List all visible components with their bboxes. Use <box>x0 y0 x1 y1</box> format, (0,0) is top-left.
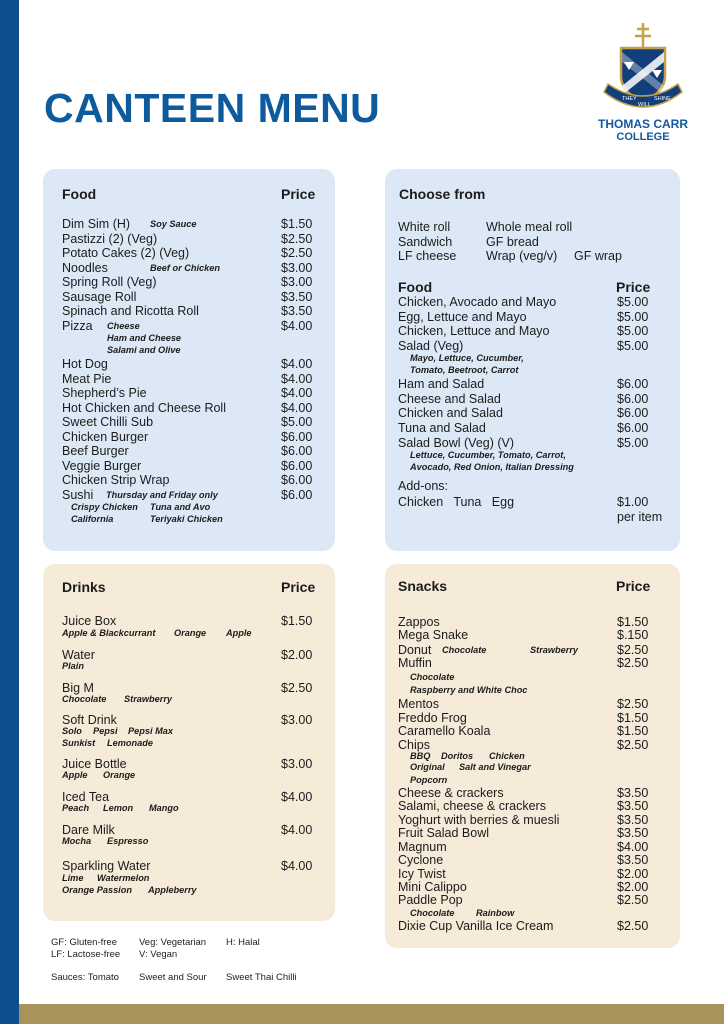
food-item-price: $3.50 <box>281 304 313 318</box>
food-item-price: $3.00 <box>281 261 313 275</box>
drink-flavour: Pepsi <box>93 726 118 736</box>
side-accent-bar <box>0 0 19 1024</box>
bread-option: GF bread <box>486 235 539 249</box>
snack-flavour: Strawberry <box>530 645 579 655</box>
bread-option: GF wrap <box>574 249 622 263</box>
legend-code: Veg: Vegetarian <box>139 937 207 948</box>
snack-price: $2.50 <box>617 643 649 657</box>
drink-flavour: Lemon <box>103 803 134 813</box>
snack-name: Muffin <box>398 656 432 670</box>
food-item-note: Thursday and Friday only <box>106 490 218 500</box>
legend-code: V: Vegan <box>139 949 178 960</box>
snack-name: Cheese & crackers <box>398 786 504 800</box>
drink-flavour: Lemonade <box>107 738 153 748</box>
snack-name: Zappos <box>398 615 440 629</box>
drink-name: Sparkling Water <box>62 859 151 873</box>
addons-label: Add-ons: <box>398 479 449 493</box>
food-item-price: $6.00 <box>281 473 313 487</box>
snack-name: Chips <box>398 738 430 752</box>
sandwich-item-option: Lettuce, Cucumber, Tomato, Carrot, <box>410 450 566 460</box>
food-item-option: California <box>71 514 114 524</box>
drink-flavour: Espresso <box>107 836 149 846</box>
food-item-note: Beef or Chicken <box>150 263 220 273</box>
drink-name: Juice Bottle <box>62 757 127 771</box>
drink-name: Soft Drink <box>62 713 117 727</box>
food-heading: Food <box>62 186 97 202</box>
snack-name: Yoghurt with berries & muesli <box>398 813 560 827</box>
snack-name: Freddo Frog <box>398 711 467 725</box>
snack-price: $4.00 <box>617 840 649 854</box>
drink-flavour: Mocha <box>62 836 92 846</box>
food-item-price: $4.00 <box>281 401 313 415</box>
snack-price: $3.50 <box>617 826 649 840</box>
snacks-price-heading: Price <box>616 578 651 594</box>
drink-flavour: Chocolate <box>62 694 107 704</box>
drink-flavour: Pepsi Max <box>128 726 173 736</box>
addons-unit: per item <box>617 510 663 524</box>
food-item-name: Spinach and Ricotta Roll <box>62 304 199 318</box>
snack-name: Magnum <box>398 840 447 854</box>
food-item-price: $4.00 <box>281 357 313 371</box>
sandwich-heading: Food <box>398 279 433 295</box>
food-item-price: $6.00 <box>281 488 313 502</box>
drink-price: $3.00 <box>281 713 313 727</box>
food-item-name: Veggie Burger <box>62 459 142 473</box>
snack-name: Mentos <box>398 697 439 711</box>
sandwich-item-price: $6.00 <box>617 392 649 406</box>
food-item-option: Ham and Cheese <box>107 333 182 343</box>
drink-price: $4.00 <box>281 790 313 804</box>
snack-price: $3.50 <box>617 799 649 813</box>
drink-price: $3.00 <box>281 757 313 771</box>
food-item-name: Meat Pie <box>62 372 112 386</box>
food-item-name: Potato Cakes (2) (Veg) <box>62 246 190 260</box>
snack-flavour: Original <box>410 762 445 772</box>
food-item-name: Hot Chicken and Cheese Roll <box>62 401 226 415</box>
drink-flavour: Watermelon <box>97 873 150 883</box>
sandwich-item-name: Ham and Salad <box>398 377 485 391</box>
food-item-price: $4.00 <box>281 319 313 333</box>
food-item-name: Hot Dog <box>62 357 108 371</box>
snack-name: Caramello Koala <box>398 724 491 738</box>
food-item-option: Crispy Chicken <box>71 502 138 512</box>
drink-flavour: Lime <box>62 873 84 883</box>
food-item-name: Sushi <box>62 488 94 502</box>
drink-price: $2.00 <box>281 648 313 662</box>
bread-option: Sandwich <box>398 235 453 249</box>
logo-banner-word-3: SHINE <box>654 96 671 102</box>
snack-price: $1.50 <box>617 615 649 629</box>
logo-text-line-2: COLLEGE <box>616 131 670 143</box>
snack-name: Fruit Salad Bowl <box>398 826 490 840</box>
sandwich-item-option: Mayo, Lettuce, Cucumber, <box>410 353 524 363</box>
food-item-name: Sausage Roll <box>62 290 137 304</box>
food-item-option: Teriyaki Chicken <box>150 514 223 524</box>
sandwich-item-name: Chicken, Avocado and Mayo <box>398 295 557 309</box>
snack-flavour: Salt and Vinegar <box>459 762 531 772</box>
snack-name: Dixie Cup Vanilla Ice Cream <box>398 919 554 933</box>
sandwich-item-price: $5.00 <box>617 324 649 338</box>
snack-flavour: Popcorn <box>410 775 448 785</box>
drink-flavour: Appleberry <box>148 885 197 895</box>
sandwich-item-name: Salad Bowl (Veg) (V) <box>398 436 515 450</box>
drink-flavour: Apple <box>226 628 252 638</box>
drink-name: Juice Box <box>62 614 117 628</box>
crest-icon <box>600 22 686 116</box>
snack-price: $2.00 <box>617 867 649 881</box>
sauce-label: Sauces: Tomato <box>51 972 119 983</box>
snack-price: $.150 <box>617 628 649 642</box>
snack-price: $3.50 <box>617 813 649 827</box>
food-item-name: Pizza <box>62 319 93 333</box>
drink-price: $2.50 <box>281 681 313 695</box>
snack-flavour: BBQ <box>410 751 431 761</box>
snack-price: $2.50 <box>617 697 649 711</box>
snack-name: Salami, cheese & crackers <box>398 799 546 813</box>
snack-flavour: Chocolate <box>442 645 487 655</box>
drinks-panel <box>43 564 335 921</box>
sandwich-item-name: Tuna and Salad <box>398 421 486 435</box>
snack-name: Cyclone <box>398 853 444 867</box>
food-item-price: $4.00 <box>281 372 313 386</box>
sandwich-item-price: $5.00 <box>617 436 649 450</box>
food-item-price: $3.00 <box>281 275 313 289</box>
drinks-heading: Drinks <box>62 579 106 595</box>
food-item-name: Pastizzi (2) (Veg) <box>62 232 158 246</box>
snack-flavour: Doritos <box>441 751 474 761</box>
snack-price: $3.50 <box>617 786 649 800</box>
drink-flavour: Orange <box>103 770 136 780</box>
food-item-price: $3.50 <box>281 290 313 304</box>
food-item-name: Noodles <box>62 261 108 275</box>
food-item-price: $6.00 <box>281 459 313 473</box>
snack-name: Mini Calippo <box>398 880 467 894</box>
sandwich-item-option: Tomato, Beetroot, Carrot <box>410 365 519 375</box>
food-item-price: $5.00 <box>281 415 313 429</box>
food-item-name: Sweet Chilli Sub <box>62 415 154 429</box>
food-item-name: Shepherd’s Pie <box>62 386 147 400</box>
bottom-accent-bar <box>19 1004 724 1024</box>
logo-banner-word-2: WILL <box>638 102 651 108</box>
drink-price: $4.00 <box>281 859 313 873</box>
sandwich-item-price: $6.00 <box>617 421 649 435</box>
sandwich-item-price: $6.00 <box>617 377 649 391</box>
sandwich-item-name: Cheese and Salad <box>398 392 501 406</box>
food-panel <box>43 169 335 551</box>
college-logo <box>596 22 690 143</box>
snack-flavour: Chocolate <box>410 908 455 918</box>
drink-name: Iced Tea <box>62 790 110 804</box>
drink-flavour: Apple & Blackcurrant <box>62 628 156 638</box>
bread-option: Whole meal roll <box>486 220 573 234</box>
food-item-name: Chicken Burger <box>62 430 149 444</box>
sandwich-item-option: Avocado, Red Onion, Italian Dressing <box>410 462 574 472</box>
food-item-price: $2.50 <box>281 246 313 260</box>
snacks-panel <box>385 564 680 948</box>
snack-price: $2.50 <box>617 919 649 933</box>
drink-flavour: Orange <box>174 628 207 638</box>
sandwich-item-name: Chicken and Salad <box>398 406 503 420</box>
food-item-price: $4.00 <box>281 386 313 400</box>
snack-price: $1.50 <box>617 711 649 725</box>
drink-flavour: Strawberry <box>124 694 173 704</box>
bread-option: LF cheese <box>398 249 457 263</box>
food-price-heading: Price <box>281 186 316 202</box>
sandwich-item-name: Egg, Lettuce and Mayo <box>398 310 527 324</box>
drink-flavour: Sunkist <box>62 738 96 748</box>
snack-name: Mega Snake <box>398 628 469 642</box>
legend-code: GF: Gluten-free <box>51 937 117 948</box>
sandwich-item-price: $5.00 <box>617 295 649 309</box>
legend-code: LF: Lactose-free <box>51 949 121 960</box>
sandwich-item-name: Chicken, Lettuce and Mayo <box>398 324 550 338</box>
snack-flavour: Rainbow <box>476 908 515 918</box>
snack-flavour: Raspberry and White Choc <box>410 685 528 695</box>
choose-heading: Choose from <box>399 186 486 202</box>
logo-banner-word-1: THEY <box>622 96 637 102</box>
drink-name: Water <box>62 648 95 662</box>
sandwich-price-heading: Price <box>616 279 651 295</box>
snack-price: $3.50 <box>617 853 649 867</box>
bread-option: White roll <box>398 220 451 234</box>
snack-price: $2.00 <box>617 880 649 894</box>
page-title: CANTEEN MENU <box>44 85 381 131</box>
bread-option: Wrap (veg/v) <box>486 249 558 263</box>
snack-price: $1.50 <box>617 724 649 738</box>
sauce-label: Sweet Thai Chilli <box>226 972 297 983</box>
drink-price: $4.00 <box>281 823 313 837</box>
addons-price: $1.00 <box>617 495 649 509</box>
drink-flavour: Peach <box>62 803 90 813</box>
snack-price: $2.50 <box>617 893 649 907</box>
logo-text-line-1: THOMAS CARR <box>598 117 688 131</box>
food-item-note: Cheese <box>107 321 140 331</box>
snack-price: $2.50 <box>617 738 649 752</box>
food-item-price: $1.50 <box>281 217 313 231</box>
drink-flavour: Orange Passion <box>62 885 132 895</box>
snack-flavour: Chicken <box>489 751 525 761</box>
sandwich-item-price: $5.00 <box>617 310 649 324</box>
snack-flavour: Chocolate <box>410 672 455 682</box>
legend-code: H: Halal <box>226 937 260 948</box>
drink-flavour: Solo <box>62 726 82 736</box>
food-item-name: Dim Sim (H) <box>62 217 131 231</box>
food-item-price: $6.00 <box>281 430 313 444</box>
food-item-name: Beef Burger <box>62 444 129 458</box>
drink-flavour: Apple <box>62 770 88 780</box>
addons-list: Chicken Tuna Egg <box>398 495 515 509</box>
snacks-heading: Snacks <box>398 578 448 594</box>
snack-name: Icy Twist <box>398 867 446 881</box>
drink-flavour: Plain <box>62 661 84 671</box>
food-item-price: $6.00 <box>281 444 313 458</box>
snack-name: Paddle Pop <box>398 893 463 907</box>
sauce-label: Sweet and Sour <box>139 972 207 983</box>
food-item-option: Salami and Olive <box>107 345 181 355</box>
sandwich-item-name: Salad (Veg) <box>398 339 464 353</box>
drink-name: Dare Milk <box>62 823 115 837</box>
snack-name: Donut <box>398 643 432 657</box>
drink-flavour: Mango <box>149 803 179 813</box>
food-item-note: Soy Sauce <box>150 219 197 229</box>
food-item-name: Chicken Strip Wrap <box>62 473 170 487</box>
sandwich-item-price: $6.00 <box>617 406 649 420</box>
drinks-price-heading: Price <box>281 579 316 595</box>
food-item-price: $2.50 <box>281 232 313 246</box>
food-item-name: Spring Roll (Veg) <box>62 275 157 289</box>
drink-name: Big M <box>62 681 94 695</box>
sandwich-item-price: $5.00 <box>617 339 649 353</box>
drink-price: $1.50 <box>281 614 313 628</box>
sandwich-panel <box>385 169 680 551</box>
food-item-option: Tuna and Avo <box>150 502 211 512</box>
snack-price: $2.50 <box>617 656 649 670</box>
